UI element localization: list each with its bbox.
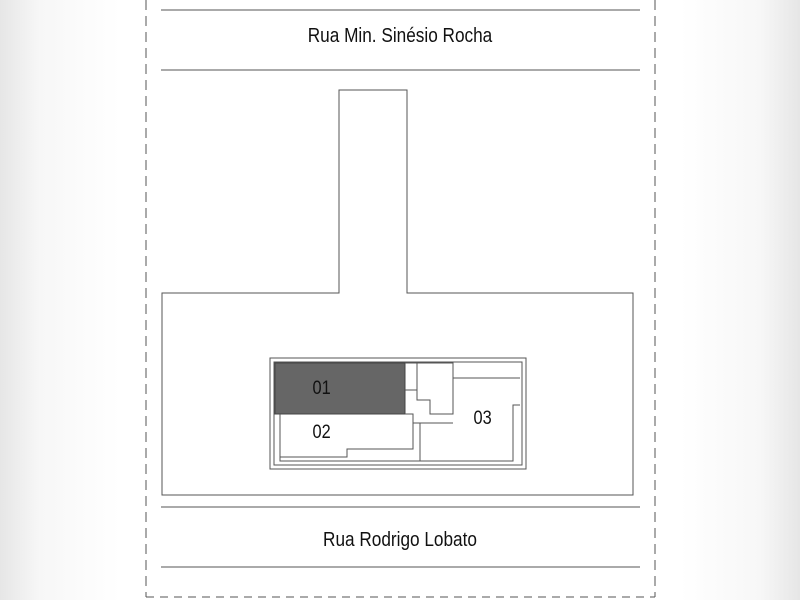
street-label-bottom: Rua Rodrigo Lobato: [323, 529, 477, 551]
terrain-outline: [162, 90, 633, 495]
unit-label-01: 01: [312, 378, 331, 399]
street-label-top: Rua Min. Sinésio Rocha: [307, 25, 493, 47]
unit-label-03: 03: [473, 408, 492, 429]
unit-label-02: 02: [312, 422, 331, 443]
unit-01-area[interactable]: [275, 363, 405, 414]
